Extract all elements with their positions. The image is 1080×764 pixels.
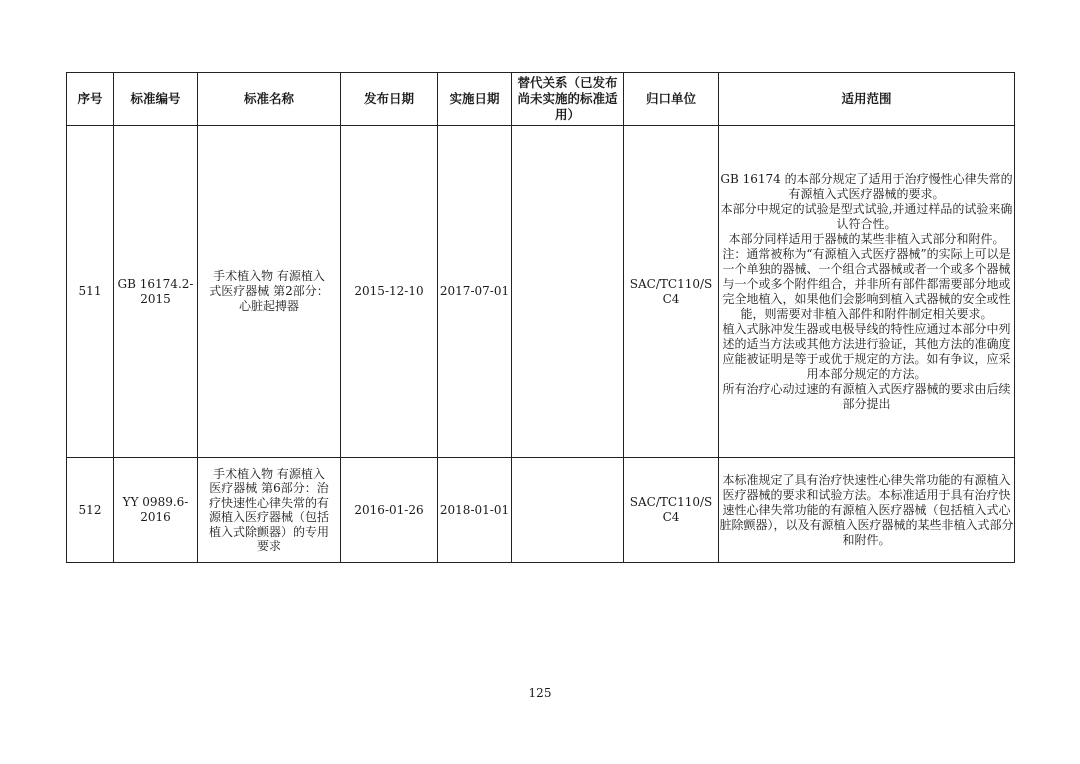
scope-paragraph: 植入式脉冲发生器或电极导线的特性应通过本部分中列述的适当方法或其他方法进行验证，其他方法的准确度应能被证明是等于或优于规定的方法。如有争议，应采用本部分规定的方法。: [722, 321, 1011, 381]
header-unit: 归口单位: [624, 73, 719, 126]
table-row: [67, 458, 1015, 563]
cell-scope: [719, 126, 1015, 458]
scope-paragraph: 所有治疗心动过速的有源植入式医疗器械的要求由后续部分提出: [722, 381, 1011, 411]
table-row: [67, 126, 1015, 458]
cell-implement-date: 2017-07-01: [438, 126, 512, 458]
cell-std-name: 手术植入物 有源植入式医疗器械 第2部分：心脏起搏器: [198, 126, 341, 458]
cell-replacement: [512, 126, 624, 458]
cell-scope: [719, 458, 1015, 563]
scope-paragraph: 本部分同样适用于器械的某些非植入式部分和附件。: [728, 231, 1005, 246]
header-row: [67, 73, 1015, 126]
cell-std-name: 手术植入物 有源植入医疗器械 第6部分：治疗快速性心律失常的有源植入医疗器械（包括植入式除颤器）的专用要求: [198, 458, 341, 563]
header-scope: 适用范围: [719, 73, 1015, 126]
header-std-no: 标准编号: [114, 73, 198, 126]
cell-std-no: GB 16174.2-2015: [114, 126, 198, 458]
cell-seq: 511: [67, 126, 114, 458]
standards-table: [66, 72, 1015, 563]
scope-paragraph: 本部分中规定的试验是型式试验,并通过样品的试验来确认符合性。: [720, 201, 1013, 231]
cell-publish-date: 2016-01-26: [341, 458, 438, 563]
scope-paragraph: 注：通常被称为“有源植入式医疗器械”的实际上可以是一个单独的器械、一个组合式器械或者一个或多个器械与一个或多个附件组合，并非所有部件都需要部分地或完全地植入，如果他们会影响到植入式器械的安全或性能，则需要对非植入部件和附件制定相关要求。: [722, 246, 1011, 321]
scope-paragraph: GB 16174 的本部分规定了适用于治疗慢性心律失常的有源植入式医疗器械的要求。: [720, 171, 1013, 201]
scope-paragraph: 本标准规定了具有治疗快速性心律失常功能的有源植入医疗器械的要求和试验方法。本标准适用于具有治疗快速性心律失常功能的有源植入医疗器械（包括植入式心脏除颤器），以及有源植入医疗器械的某些非植入式部分和附件。: [719, 472, 1014, 547]
header-publish-date: 发布日期: [341, 73, 438, 126]
header-seq: 序号: [67, 73, 114, 126]
cell-unit: SAC/TC110/SC4: [624, 126, 719, 458]
header-implement-date: 实施日期: [438, 73, 512, 126]
cell-implement-date: 2018-01-01: [438, 458, 512, 563]
cell-replacement: [512, 458, 624, 563]
cell-unit: SAC/TC110/SC4: [624, 458, 719, 563]
cell-std-no: YY 0989.6-2016: [114, 458, 198, 563]
cell-publish-date: 2015-12-10: [341, 126, 438, 458]
header-replacement: 替代关系（已发布尚未实施的标准适用）: [512, 73, 624, 126]
header-std-name: 标准名称: [198, 73, 341, 126]
cell-seq: 512: [67, 458, 114, 563]
page-number: 125: [528, 686, 552, 700]
